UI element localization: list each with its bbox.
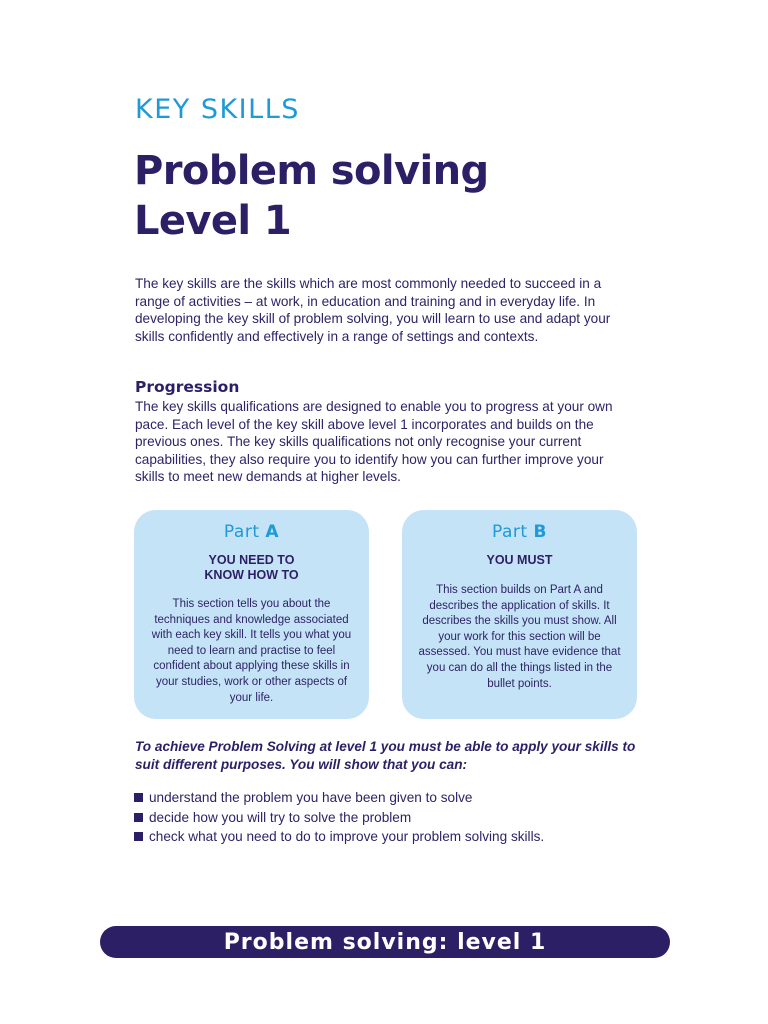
progression-paragraph: The key skills qualifications are designed to enable you to progress at your own pace. Each level of the key skill above level 1 incorporates and builds on the previous ones. The key skills qualifications not only recognise your current capabilities, they also require you to identify how you can further improve your skills to meet new demands at higher levels. — [135, 399, 613, 485]
list-item — [134, 808, 544, 828]
part-a-text: This section tells you about the techniques and knowledge associated with each key skill. It tells you what you need to learn and practise to feel confident about applying these skills in your studies, work or other aspects of your life. — [151, 598, 352, 704]
part-b-caption: YOU MUST — [486, 553, 553, 567]
part-b-letter: B — [533, 522, 547, 542]
square-bullet-icon — [134, 832, 143, 841]
requirements-list — [134, 788, 544, 847]
part-a-caption-line-2: KNOW HOW TO — [204, 568, 299, 582]
requirements-lead: To achieve Problem Solving at level 1 you must be able to apply your skills to suit different purposes. You will show that you can: — [135, 739, 636, 772]
part-a-card — [134, 510, 369, 719]
title-line-2: Level 1 — [134, 198, 292, 244]
part-a-word: Part — [223, 522, 260, 542]
footer-banner — [100, 926, 670, 958]
part-a-caption-line-1: YOU NEED TO — [208, 553, 295, 567]
part-b-text: This section builds on Part A and describes the application of skills. It describes the skills you must show. All your work for this section will be assessed. You must have evidence that you can do all the things listed in the bullet points. — [418, 584, 621, 690]
list-item-text: understand the problem you have been given to solve — [149, 790, 473, 805]
part-a-caption — [148, 553, 355, 583]
list-item-text: check what you need to do to improve your problem solving skills. — [149, 829, 545, 844]
list-item — [134, 827, 544, 847]
square-bullet-icon — [134, 813, 143, 822]
part-a-letter: A — [265, 522, 280, 542]
square-bullet-icon — [134, 793, 143, 802]
part-a-title — [148, 522, 355, 542]
part-b-card — [402, 510, 637, 719]
page-title — [134, 146, 694, 246]
list-item — [134, 788, 544, 808]
part-b-title — [416, 522, 623, 542]
kicker-heading: KEY SKILLS — [135, 94, 300, 125]
part-b-word: Part — [492, 522, 528, 542]
title-line-1: Problem solving — [134, 148, 489, 194]
list-item-text: decide how you will try to solve the problem — [149, 809, 412, 825]
intro-paragraph: The key skills are the skills which are most commonly needed to succeed in a range of activities – at work, in education and training and in everyday life. In developing the key skill of problem solving, you will learn to use and adapt your skills confidently and effectively in a range of settings and contexts. — [135, 276, 611, 344]
footer-title: Problem solving: level 1 — [223, 929, 547, 955]
progression-heading: Progression — [135, 378, 240, 396]
